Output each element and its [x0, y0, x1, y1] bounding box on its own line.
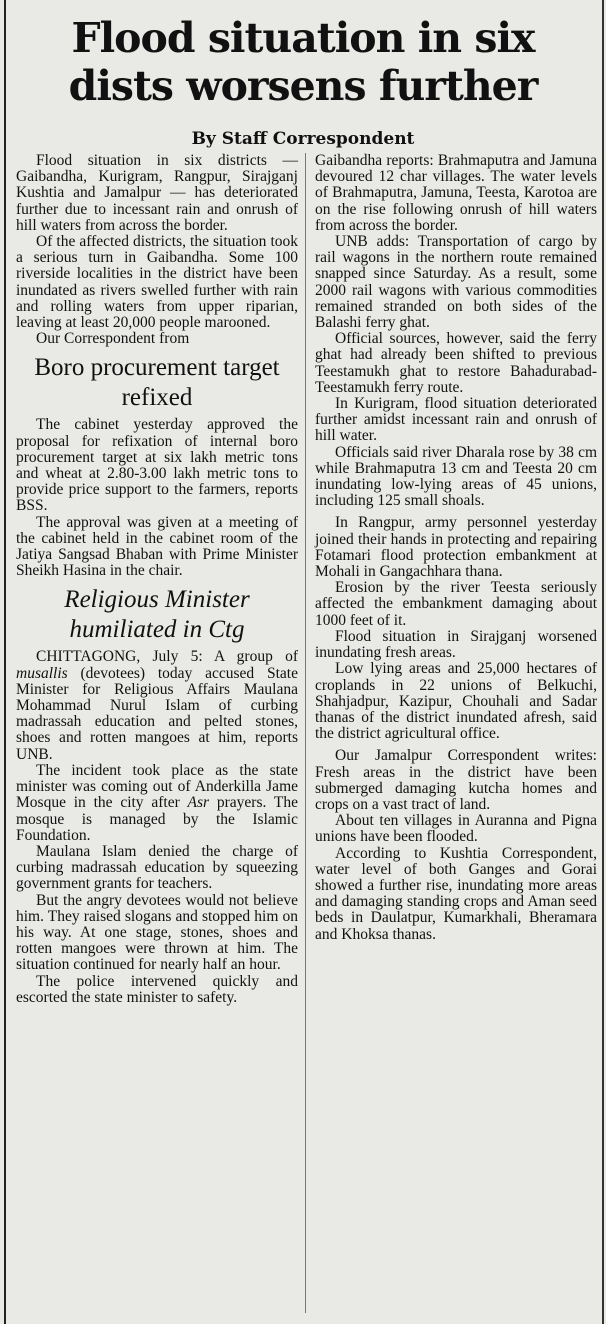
left-border-rule	[4, 0, 6, 1324]
boro-headline: Boro procurement target refixed	[34, 354, 280, 412]
main-headline-line-1: Flood situation in six	[71, 14, 535, 62]
flood-paragraph-13: Our Jamalpur Correspondent writes: Fresh areas in the district have been submerged damaging kutcha homes and crops on a vast tract of land.	[315, 747, 597, 813]
right-column	[315, 153, 597, 943]
main-headline	[10, 14, 596, 110]
flood-paragraph-3: Our Correspondent from	[36, 330, 190, 348]
flood-paragraph-5: UNB adds: Transportation of cargo by rail wagons in the northern route remained snapped since Saturday. As a result, some 2000 rail wagons with various commodities remained stranded on both sides of the Balashi ferry ghat.	[315, 233, 597, 332]
flood-paragraph-7: In Kurigram, flood situation deteriorated further amidst incessant rain and onrush of hill water.	[315, 395, 597, 445]
boro-paragraph-1: The cabinet yesterday approved the proposal for refixation of internal boro procurement target at six lakh metric tons and wheat at 2.80-3.00 lakh metric tons to provide price support to the farmers, reports BSS.	[16, 416, 298, 515]
religious-paragraph-2: The incident took place as the state minister was coming out of Anderkilla Jame Mosque in the city after Asr prayers. The mosque is managed by the Islamic Foundation.	[16, 761, 298, 844]
flood-paragraph-6: Official sources, however, said the ferry ghat had already been shifted to previous Teestamukh ghat to restore Bahadurabad-Teestamukh ferry route.	[315, 330, 597, 396]
column-divider	[305, 153, 306, 1313]
flood-paragraph-12: Low lying areas and 25,000 hectares of croplands in 22 unions of Belkuchi, Shahjadpur, Kazipur, Chouhali and Sadar thanas of the district inundated afresh, said the district agricultural office.	[315, 660, 597, 743]
religious-paragraph-1: CHITTAGONG, July 5: A group of musallis (devotees) today accused State Minister for Religious Affairs Maulana Mohammad Nurul Islam of curbing madrassah education and pelted stones, shoes and rotten mangoes at him, reports UNB.	[16, 648, 298, 763]
main-headline-line-2: dists worsens further	[68, 62, 538, 110]
religious-headline-line-2: humiliated in Ctg	[69, 616, 245, 644]
flood-paragraph-10: Erosion by the river Teesta seriously affected the embankment damaging about 1000 feet of it.	[315, 579, 597, 629]
flood-paragraph-15: According to Kushtia Correspondent, water level of both Ganges and Gorai showed a further rise, inundating more areas and damaging standing crops and Aman seed beds in Daulatpur, Kumarkhali, Bheramara and Khoksa thanas.	[315, 844, 597, 943]
boro-paragraph-2: The approval was given at a meeting of the cabinet held in the cabinet room of the Jatiya Sangsad Bhaban with Prime Minister Sheikh Hasina in the chair.	[16, 513, 298, 580]
left-column	[16, 153, 298, 1006]
religious-paragraph-3: Maulana Islam denied the charge of curbing madrassah education by squeezing government grants for teachers.	[16, 842, 298, 893]
flood-paragraph-9: In Rangpur, army personnel yesterday joined their hands in protecting and repairing Fotamari flood protection embankment at Mohali in Gangachhara thana.	[315, 514, 597, 581]
flood-paragraph-8: Officials said river Dharala rose by 38 cm while Brahmaputra 13 cm and Teesta 20 cm inundating low-lying areas of 45 unions, including 125 small shoals.	[315, 443, 597, 510]
right-border-rule	[602, 0, 604, 1324]
flood-paragraph-14: About ten villages in Auranna and Pigna unions have been flooded.	[315, 812, 597, 846]
religious-headline	[16, 585, 298, 645]
religious-paragraph-5: The police intervened quickly and escorted the state minister to safety.	[16, 972, 298, 1006]
flood-paragraph-11: Flood situation in Sirajganj worsened inundating fresh areas.	[315, 627, 597, 662]
religious-headline-line-1: Religious Minister	[64, 586, 250, 614]
flood-paragraph-4: Gaibandha reports: Brahmaputra and Jamuna devoured 12 char villages. The water levels of Brahmaputra, Jamuna, Teesta, Karotoa are on the rise following onrush of hill waters from across the border.	[315, 152, 597, 234]
byline: By Staff Correspondent	[191, 129, 415, 149]
religious-paragraph-4: But the angry devotees would not believe him. They raised slogans and stopped him on his way. At one stage, stones, shoes and rotten mangoes were thrown at him. The situation continued for nearly half an hour.	[16, 891, 298, 974]
flood-paragraph-2: Of the affected districts, the situation took a serious turn in Gaibandha. Some 100 riverside localities in the district have been inundated as rivers swelled further with rain and rolling waters from upper riparian, leaving at least 20,000 people marooned.	[16, 233, 298, 332]
flood-paragraph-1: Flood situation in six districts — Gaibandha, Kurigram, Rangpur, Sirajganj Kushtia and Jamalpur — has deteriorated further due to incessant rain and onrush of hill waters from across the border.	[16, 152, 298, 234]
